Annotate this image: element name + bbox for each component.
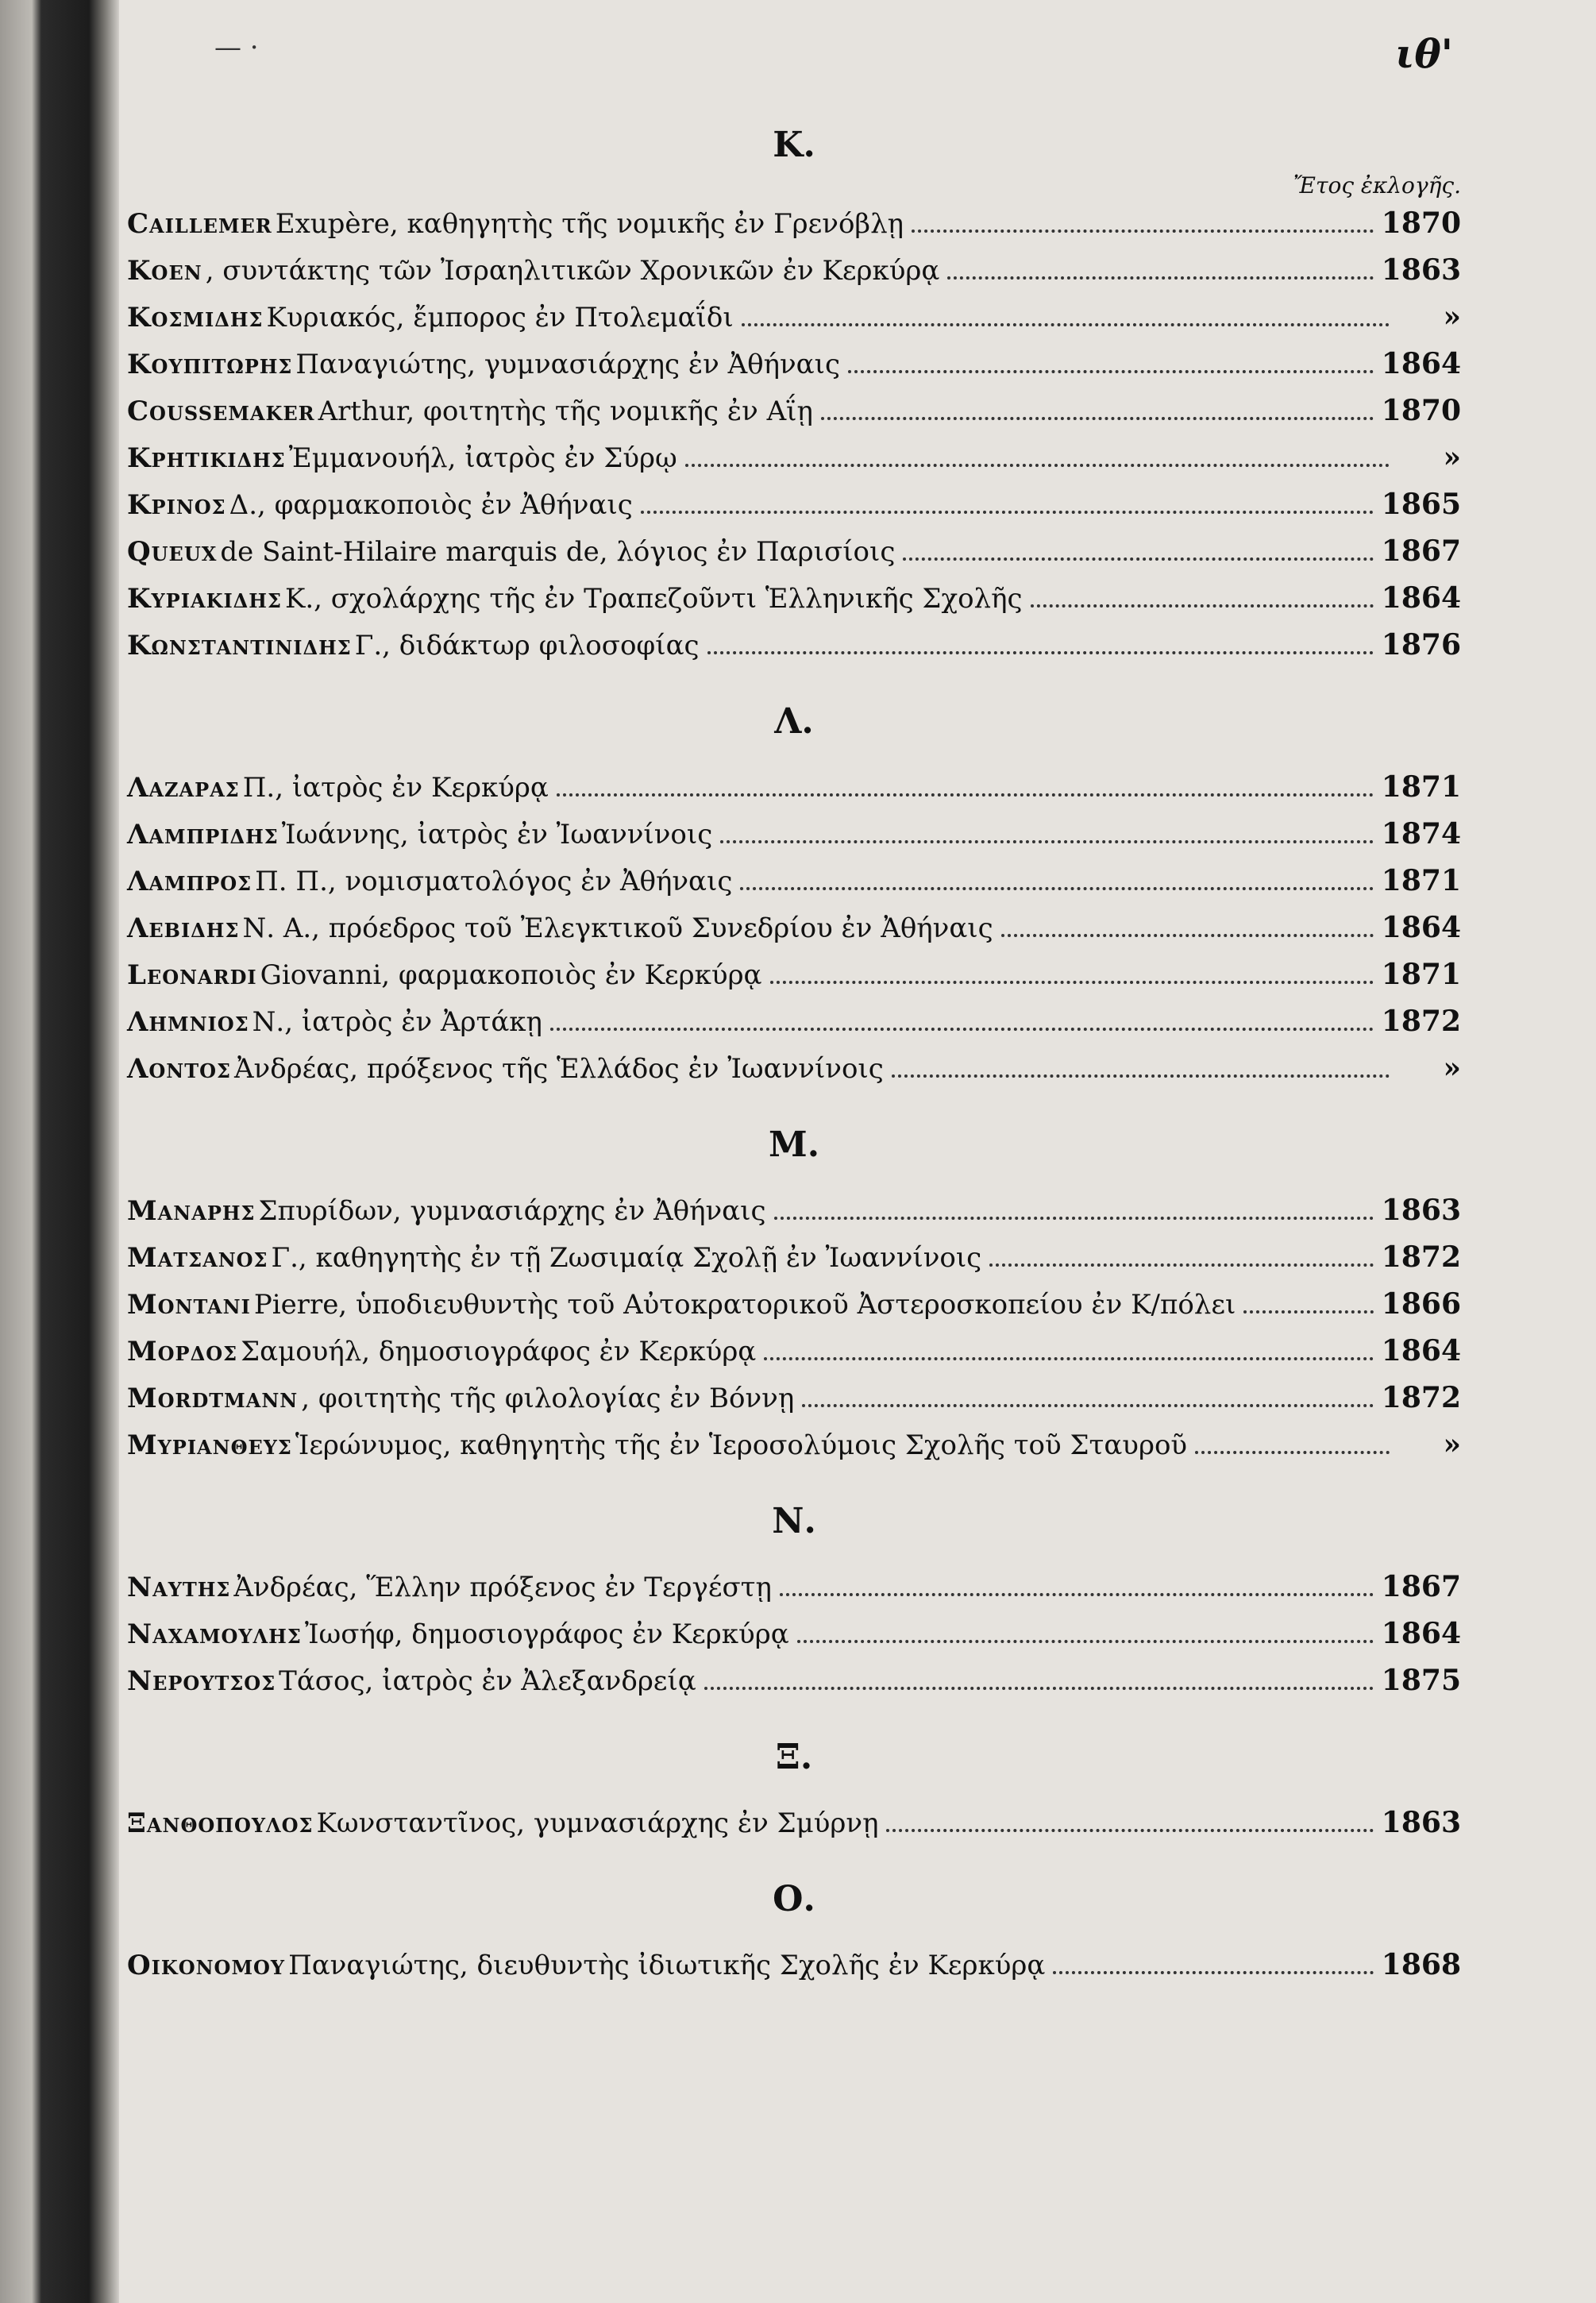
member-description: Γ., καθηγητὴς ἐν τῇ Ζωσιμαίᾳ Σχολῇ ἐν Ἰωαννίνοις [271, 1242, 982, 1274]
election-year: 1864 [1381, 581, 1461, 615]
election-year: » [1443, 1428, 1461, 1461]
member-entry [127, 1187, 1461, 1234]
member-entry [127, 951, 1461, 998]
member-surname: Κρινος [127, 489, 226, 521]
member-entry [127, 905, 1461, 951]
member-entry [127, 858, 1461, 905]
member-entry [127, 200, 1461, 247]
leader-dots [1001, 934, 1374, 937]
election-year: 1864 [1381, 911, 1461, 944]
member-description: Giovanni, φαρμακοποιὸς ἐν Κερκύρᾳ [260, 959, 762, 991]
member-entry [127, 388, 1461, 434]
section-letter: Ο. [773, 1879, 815, 1919]
member-entry [127, 294, 1461, 341]
election-year: 1871 [1381, 958, 1461, 991]
leader-dots [947, 276, 1373, 280]
member-entry [127, 622, 1461, 669]
leader-dots [1053, 1971, 1373, 1974]
member-entry [127, 998, 1461, 1045]
member-surname: Κυριακιδης [127, 583, 282, 615]
member-description: Ἀνδρέας, πρόξενος τῆς Ἑλλάδος ἐν Ἰωαννίνοις [233, 1053, 884, 1085]
spacer [127, 1171, 1461, 1187]
election-year: 1864 [1381, 347, 1461, 380]
leader-dots [1195, 1451, 1390, 1454]
election-year: 1871 [1381, 864, 1461, 897]
election-year: 1867 [1381, 1570, 1461, 1603]
election-year: 1863 [1381, 1194, 1461, 1227]
spacer [127, 748, 1461, 764]
election-year: 1867 [1381, 534, 1461, 568]
member-surname: Queux [127, 536, 218, 568]
member-entry [127, 1422, 1461, 1468]
leader-dots [685, 464, 1390, 467]
member-surname: Κοσμιδης [127, 302, 264, 334]
page-number: ιθ' [1395, 30, 1453, 77]
letter-section [127, 1119, 1461, 1468]
election-year: 1872 [1381, 1005, 1461, 1038]
member-surname: Κωνσταντινιδης [127, 630, 352, 662]
member-surname: Coussemaker [127, 395, 315, 427]
member-description: Κ., σχολάρχης τῆς ἐν Τραπεζοῦντι Ἑλληνικῆς Σχολῆς [284, 583, 1023, 615]
member-entry [127, 481, 1461, 528]
member-description: Ἰωσήφ, δημοσιογράφος ἐν Κερκύρᾳ [304, 1618, 789, 1650]
member-surname: Μυριανθευς [127, 1429, 292, 1461]
member-entry [127, 1234, 1461, 1281]
member-description: Pierre, ὑποδιευθυντὴς τοῦ Αὐτοκρατορικοῦ Ἀστεροσκοπείου ἐν Κ/πόλει [253, 1289, 1236, 1321]
member-description: Σαμουήλ, δημοσιογράφος ἐν Κερκύρᾳ [241, 1336, 757, 1368]
section-letter: Λ. [774, 701, 814, 742]
leader-dots [912, 230, 1374, 233]
election-year: » [1443, 1051, 1461, 1085]
member-description: Ν. Α., πρόεδρος τοῦ Ἐλεγκτικοῦ Συνεδρίου ἐν Ἀθήναις [242, 912, 993, 944]
leader-dots [892, 1074, 1390, 1078]
member-entry [127, 1611, 1461, 1657]
election-year: 1872 [1381, 1381, 1461, 1414]
election-year: » [1443, 300, 1461, 334]
election-year: 1863 [1381, 1806, 1461, 1839]
election-year: » [1443, 441, 1461, 474]
top-mark: — · [214, 32, 259, 64]
leader-dots [557, 793, 1374, 797]
member-surname: Mordtmann [127, 1383, 299, 1414]
member-description: Τάσος, ἰατρὸς ἐν Ἀλεξανδρείᾳ [279, 1665, 696, 1697]
election-year: 1864 [1381, 1334, 1461, 1368]
election-year: 1865 [1381, 488, 1461, 521]
member-description: Π., ἰατρὸς ἐν Κερκύρᾳ [242, 772, 549, 804]
member-entry [127, 1942, 1461, 1989]
letter-section [127, 1495, 1461, 1704]
election-year: 1874 [1381, 817, 1461, 851]
member-surname: Caillemer [127, 208, 272, 240]
letter-section [127, 696, 1461, 1092]
section-letter: Κ. [773, 125, 815, 165]
leader-dots [848, 370, 1374, 373]
member-surname: Λαμπριδης [127, 819, 279, 851]
member-surname: Κοεν [127, 255, 202, 287]
member-description: , φοιτητὴς τῆς φιλολογίας ἐν Βόννῃ [301, 1383, 795, 1414]
member-surname: Κρητικιδης [127, 442, 286, 474]
leader-dots [774, 1217, 1374, 1220]
election-year: 1872 [1381, 1240, 1461, 1274]
member-description: Ἱερώνυμος, καθηγητὴς τῆς ἐν Ἱεροσολύμοις Σχολῆς τοῦ Σταυροῦ [295, 1429, 1188, 1461]
member-surname: Ματσανος [127, 1242, 268, 1274]
member-entry [127, 247, 1461, 294]
spacer [127, 1784, 1461, 1800]
member-entry [127, 528, 1461, 575]
section-letter: Ξ. [775, 1737, 813, 1777]
member-surname: Λαζαρας [127, 772, 240, 804]
leader-dots [1031, 604, 1374, 608]
election-year: 1864 [1381, 1617, 1461, 1650]
leader-dots [707, 651, 1374, 654]
member-description: Π. Π., νομισματολόγος ἐν Ἀθήναις [255, 866, 733, 897]
letter-section [127, 119, 1461, 669]
leader-dots [903, 557, 1373, 561]
member-description: , συντάκτης τῶν Ἰσραηλιτικῶν Χρονικῶν ἐν Κερκύρᾳ [205, 255, 940, 287]
member-surname: Montani [127, 1289, 251, 1321]
member-description: Γ., διδάκτωρ φιλοσοφίας [354, 630, 700, 662]
member-description: Παναγιώτης, διευθυντὴς ἰδιωτικῆς Σχολῆς ἐν Κερκύρᾳ [288, 1950, 1046, 1981]
member-entry [127, 1657, 1461, 1704]
member-surname: Νερουτσος [127, 1665, 276, 1697]
leader-dots [764, 1357, 1374, 1360]
member-surname: Λημνιος [127, 1006, 249, 1038]
election-year: 1876 [1381, 628, 1461, 662]
member-list [127, 119, 1461, 2016]
member-entry [127, 1328, 1461, 1375]
leader-dots [797, 1640, 1374, 1643]
section-letter: Μ. [768, 1124, 820, 1165]
leader-dots [704, 1687, 1374, 1690]
leader-dots [821, 417, 1374, 420]
spacer [127, 1926, 1461, 1942]
member-surname: Λοντος [127, 1053, 231, 1085]
election-year: 1868 [1381, 1948, 1461, 1981]
leader-dots [802, 1404, 1374, 1407]
section-letter: Ν. [772, 1501, 816, 1541]
member-description: Δ., φαρμακοποιὸς ἐν Ἀθήναις [229, 489, 633, 521]
member-description: Σπυρίδων, γυμνασιάρχης ἐν Ἀθήναις [258, 1195, 766, 1227]
member-surname: Λεβιδης [127, 912, 240, 944]
member-description: Exupère, καθηγητὴς τῆς νομικῆς ἐν Γρενόβλῃ [275, 208, 904, 240]
member-surname: Ναχαμουλης [127, 1618, 302, 1650]
member-entry [127, 1045, 1461, 1092]
member-description: Κυριακός, ἔμπορος ἐν Πτολεμαΐδι [266, 302, 734, 334]
member-entry [127, 1564, 1461, 1611]
member-surname: Λαμπρος [127, 866, 253, 897]
member-surname: Ναυτης [127, 1572, 231, 1603]
member-description: Arthur, φοιτητὴς τῆς νομικῆς ἐν Αΐῃ [318, 395, 813, 427]
election-year-header: Ἔτος ἐκλογῆς. [1293, 172, 1461, 199]
leader-dots [1243, 1310, 1374, 1314]
book-spine-shadow [0, 0, 119, 2303]
election-year: 1866 [1381, 1287, 1461, 1321]
member-surname: Ξανθοπουλος [127, 1807, 314, 1839]
member-surname: Leonardi [127, 959, 257, 991]
member-surname: Κουπιτωρης [127, 349, 293, 380]
leader-dots [886, 1829, 1373, 1832]
leader-dots [740, 887, 1373, 890]
member-entry [127, 434, 1461, 481]
member-entry [127, 575, 1461, 622]
leader-dots [742, 323, 1390, 326]
member-surname: Οικονομου [127, 1950, 286, 1981]
leader-dots [641, 511, 1374, 514]
leader-dots [720, 840, 1374, 843]
election-year: 1870 [1381, 394, 1461, 427]
member-entry [127, 1281, 1461, 1328]
member-description: de Saint-Hilaire marquis de, λόγιος ἐν Παρισίοις [220, 536, 896, 568]
leader-dots [770, 981, 1374, 984]
member-description: Ἀνδρέας, Ἕλλην πρόξενος ἐν Τεργέστῃ [233, 1572, 772, 1603]
member-surname: Μορδος [127, 1336, 238, 1368]
member-description: Ἐμμανουήλ, ἰατρὸς ἐν Σύρῳ [288, 442, 677, 474]
letter-section [127, 1731, 1461, 1846]
election-year: 1875 [1381, 1664, 1461, 1697]
member-entry [127, 341, 1461, 388]
member-description: Κωνσταντῖνος, γυμνασιάρχης ἐν Σμύρνῃ [316, 1807, 879, 1839]
member-description: Ν., ἰατρὸς ἐν Ἀρτάκῃ [252, 1006, 542, 1038]
leader-dots [989, 1263, 1374, 1267]
member-entry [127, 1375, 1461, 1422]
leader-dots [550, 1028, 1374, 1031]
member-description: Παναγιώτης, γυμνασιάρχης ἐν Ἀθήναις [295, 349, 841, 380]
member-surname: Μαναρης [127, 1195, 256, 1227]
member-entry [127, 811, 1461, 858]
leader-dots [780, 1593, 1374, 1596]
member-entry [127, 1800, 1461, 1846]
spacer [127, 1548, 1461, 1564]
member-description: Ἰωάννης, ἰατρὸς ἐν Ἰωαννίνοις [281, 819, 713, 851]
member-entry [127, 764, 1461, 811]
letter-section [127, 1873, 1461, 1989]
election-year: 1863 [1381, 253, 1461, 287]
election-year: 1870 [1381, 206, 1461, 240]
election-year: 1871 [1381, 770, 1461, 804]
